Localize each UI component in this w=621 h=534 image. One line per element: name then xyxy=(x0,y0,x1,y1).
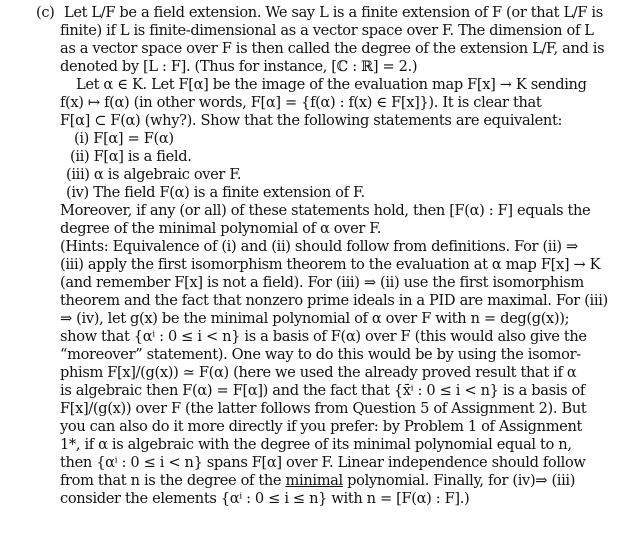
statement-ii: (ii) F[α] is a field. xyxy=(70,148,192,165)
hint-line-10: F[x]/(g(x)) over F (the latter follows from Question 5 of Assignment 2). But xyxy=(60,400,587,417)
statement-iii: (iii) α is algebraic over F. xyxy=(66,166,242,183)
intro-line-2: finite) if L is finite-dimensional as a vector space over F. The dimension of L xyxy=(60,22,594,39)
statement-i: (i) F[α] = F(α) xyxy=(74,130,174,147)
hint-line-7: “moreover” statement). One way to do this would be by using the isomor- xyxy=(60,346,581,363)
hint-line-5: ⇒ (iv), let g(x) be the minimal polynomial of α over F with n = deg(g(x)); xyxy=(60,310,570,327)
statement-iv: (iv) The field F(α) is a finite extension of F. xyxy=(66,184,365,201)
hint-line-3: (and remember F[x] is not a field). For (iii) ⇒ (ii) use the first isomorphism xyxy=(60,274,584,291)
hint-line-14 xyxy=(60,472,575,489)
intro-line-5: Let α ∈ K. Let F[α] be the image of the evaluation map F[x] → K sending xyxy=(76,76,587,93)
hint-line-15: consider the elements {αⁱ : 0 ≤ i ≤ n} with n = [F(α) : F].) xyxy=(60,490,470,507)
hint-line-4: theorem and the fact that nonzero prime ideals in a PID are maximal. For (iii) xyxy=(60,292,608,309)
intro-line-4: denoted by [L : F]. (Thus for instance, [ℂ : ℝ] = 2.) xyxy=(60,58,418,75)
moreover-line-1: Moreover, if any (or all) of these statements hold, then [F(α) : F] equals the xyxy=(60,202,591,219)
hint-line-2: (iii) apply the first isomorphism theorem to the evaluation at α map F[x] → K xyxy=(60,256,601,273)
hint-line-11: you can also do it more directly if you prefer: by Problem 1 of Assignment xyxy=(60,418,583,435)
intro-line-6: f(x) ↦ f(α) (in other words, F[α] = {f(α) : f(x) ∈ F[x]}). It is clear that xyxy=(60,94,542,111)
intro-line-7: F[α] ⊂ F(α) (why?). Show that the following statements are equivalent: xyxy=(60,112,563,129)
intro-line-1: Let L/F be a field extension. We say L is a finite extension of F (or that L/F is xyxy=(64,4,603,21)
hint-line-9: is algebraic then F(α) = F[α]) and the fact that {x̄ⁱ : 0 ≤ i < n} is a basis of xyxy=(60,382,585,399)
hint-line-14-end: polynomial. Finally, for (iv)⇒ (iii) xyxy=(342,472,576,489)
hint-line-1: (Hints: Equivalence of (i) and (ii) should follow from definitions. For (ii) ⇒ xyxy=(60,238,578,255)
hint-line-14-start: from that n is the degree of the xyxy=(60,472,286,489)
problem-label: (c) xyxy=(36,4,55,21)
minimal-underlined: minimal xyxy=(285,472,343,489)
hint-line-13: then {αⁱ : 0 ≤ i < n} spans F[α] over F. Linear independence should follow xyxy=(60,454,586,471)
moreover-line-2: degree of the minimal polynomial of α over F. xyxy=(60,220,382,237)
hint-line-8: phism F[x]/(g(x)) ≃ F(α) (here we used the already proved result that if α xyxy=(60,364,577,381)
intro-line-3: as a vector space over F is then called the degree of the extension L/F, and is xyxy=(60,40,605,57)
hint-line-6: show that {αⁱ : 0 ≤ i < n} is a basis of F(α) over F (this would also give the xyxy=(60,328,587,345)
hint-line-12: 1*, if α is algebraic with the degree of its minimal polynomial equal to n, xyxy=(60,436,572,453)
